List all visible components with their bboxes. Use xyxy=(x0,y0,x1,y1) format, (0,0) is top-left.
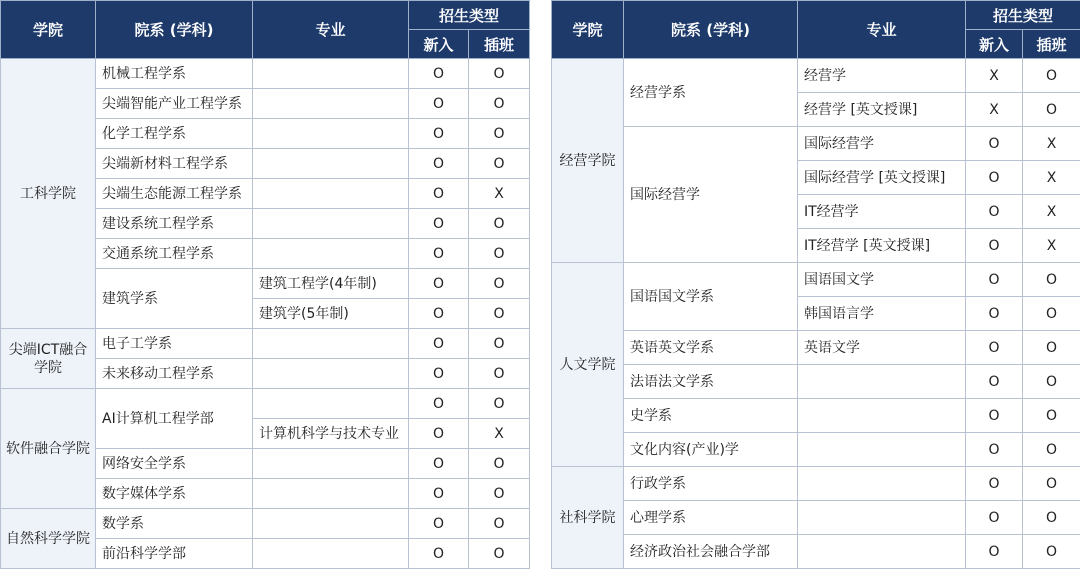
table-row xyxy=(552,535,1080,569)
transfer-cell: O xyxy=(1023,93,1080,127)
dept-cell: 经济政治社会融合学部 xyxy=(624,535,798,569)
dept-cell: 心理学系 xyxy=(624,501,798,535)
major-cell xyxy=(253,149,409,179)
college-cell: 人文学院 xyxy=(552,263,624,467)
dept-cell: 史学系 xyxy=(624,399,798,433)
table-row xyxy=(1,59,530,89)
new-cell: X xyxy=(966,59,1023,93)
major-cell xyxy=(253,239,409,269)
dept-cell: 尖端智能产业工程学系 xyxy=(96,89,253,119)
new-cell: O xyxy=(966,195,1023,229)
new-cell: O xyxy=(409,419,469,449)
major-cell: 经营学 [英文授课] xyxy=(798,93,966,127)
new-cell: O xyxy=(409,89,469,119)
transfer-cell: X xyxy=(469,419,530,449)
transfer-cell: O xyxy=(1023,535,1080,569)
major-cell: 计算机科学与技术专业 xyxy=(253,419,409,449)
transfer-cell: O xyxy=(469,359,530,389)
transfer-cell: O xyxy=(469,149,530,179)
new-cell: O xyxy=(966,399,1023,433)
dept-cell: 机械工程学系 xyxy=(96,59,253,89)
major-cell: 国语国文学 xyxy=(798,263,966,297)
transfer-cell: O xyxy=(469,329,530,359)
major-cell: 经营学 xyxy=(798,59,966,93)
admission-table-left xyxy=(0,0,530,569)
new-cell: X xyxy=(966,93,1023,127)
header-college: 学院 xyxy=(1,1,96,59)
new-cell: O xyxy=(966,297,1023,331)
new-cell: O xyxy=(409,239,469,269)
transfer-cell: O xyxy=(469,59,530,89)
major-cell: IT经营学 [英文授课] xyxy=(798,229,966,263)
new-cell: O xyxy=(409,359,469,389)
dept-cell: 尖端新材料工程学系 xyxy=(96,149,253,179)
dept-cell: 建筑学系 xyxy=(96,269,253,329)
dept-cell: 经营学系 xyxy=(624,59,798,127)
header-transfer: 插班 xyxy=(1023,30,1080,59)
transfer-cell: X xyxy=(1023,161,1080,195)
new-cell: O xyxy=(409,269,469,299)
transfer-cell: X xyxy=(1023,195,1080,229)
dept-cell: 数学系 xyxy=(96,509,253,539)
dept-cell: 数字媒体学系 xyxy=(96,479,253,509)
new-cell: O xyxy=(966,365,1023,399)
major-cell: 国际经营学 [英文授课] xyxy=(798,161,966,195)
dept-cell: 尖端生态能源工程学系 xyxy=(96,179,253,209)
transfer-cell: O xyxy=(469,479,530,509)
transfer-cell: O xyxy=(1023,263,1080,297)
new-cell: O xyxy=(966,263,1023,297)
dept-cell: 网络安全学系 xyxy=(96,449,253,479)
major-cell xyxy=(798,535,966,569)
new-cell: O xyxy=(409,299,469,329)
transfer-cell: O xyxy=(469,239,530,269)
header-new: 新入 xyxy=(409,30,469,59)
transfer-cell: O xyxy=(1023,399,1080,433)
major-cell xyxy=(798,467,966,501)
transfer-cell: O xyxy=(1023,433,1080,467)
new-cell: O xyxy=(966,331,1023,365)
major-cell xyxy=(253,89,409,119)
table-row xyxy=(552,331,1080,365)
table-row xyxy=(552,127,1080,161)
table-row xyxy=(552,501,1080,535)
college-cell: 尖端ICT融合学院 xyxy=(1,329,96,389)
transfer-cell: O xyxy=(469,389,530,419)
major-cell xyxy=(798,399,966,433)
dept-cell: 建设系统工程学系 xyxy=(96,209,253,239)
table-row xyxy=(1,389,530,419)
college-cell: 经营学院 xyxy=(552,59,624,263)
major-cell xyxy=(253,209,409,239)
major-cell xyxy=(253,119,409,149)
major-cell xyxy=(798,433,966,467)
dept-cell: 国际经营学 xyxy=(624,127,798,263)
table-row xyxy=(1,509,530,539)
new-cell: O xyxy=(409,209,469,239)
dept-cell: 交通系统工程学系 xyxy=(96,239,253,269)
transfer-cell: O xyxy=(469,539,530,569)
transfer-cell: X xyxy=(1023,229,1080,263)
major-cell xyxy=(253,539,409,569)
new-cell: O xyxy=(409,59,469,89)
header-admission-type: 招生类型 xyxy=(409,1,530,30)
dept-cell: 化学工程学系 xyxy=(96,119,253,149)
major-cell: 英语文学 xyxy=(798,331,966,365)
dept-cell: 前沿科学学部 xyxy=(96,539,253,569)
header-dept: 院系 (学科) xyxy=(624,1,798,59)
new-cell: O xyxy=(409,539,469,569)
transfer-cell: O xyxy=(1023,331,1080,365)
dept-cell: 英语英文学系 xyxy=(624,331,798,365)
transfer-cell: O xyxy=(469,299,530,329)
table-row xyxy=(552,365,1080,399)
major-cell: 建筑工程学(4年制) xyxy=(253,269,409,299)
major-cell xyxy=(798,365,966,399)
new-cell: O xyxy=(409,119,469,149)
major-cell: IT经营学 xyxy=(798,195,966,229)
table-row xyxy=(1,329,530,359)
major-cell xyxy=(253,509,409,539)
dept-cell: 法语法文学系 xyxy=(624,365,798,399)
dept-cell: 电子工学系 xyxy=(96,329,253,359)
new-cell: O xyxy=(409,479,469,509)
major-cell xyxy=(253,329,409,359)
major-cell xyxy=(253,479,409,509)
new-cell: O xyxy=(966,433,1023,467)
major-cell xyxy=(253,59,409,89)
transfer-cell: O xyxy=(469,209,530,239)
new-cell: O xyxy=(966,229,1023,263)
new-cell: O xyxy=(966,127,1023,161)
transfer-cell: O xyxy=(1023,501,1080,535)
college-cell: 自然科学学院 xyxy=(1,509,96,569)
table-row xyxy=(552,433,1080,467)
transfer-cell: O xyxy=(469,269,530,299)
college-cell: 工科学院 xyxy=(1,59,96,329)
header-major: 专业 xyxy=(798,1,966,59)
major-cell xyxy=(253,449,409,479)
new-cell: O xyxy=(409,149,469,179)
header-new: 新入 xyxy=(966,30,1023,59)
header-dept: 院系 (学科) xyxy=(96,1,253,59)
transfer-cell: O xyxy=(469,119,530,149)
new-cell: O xyxy=(966,535,1023,569)
table-row xyxy=(552,263,1080,297)
new-cell: O xyxy=(409,509,469,539)
transfer-cell: X xyxy=(1023,127,1080,161)
table-row xyxy=(552,467,1080,501)
transfer-cell: O xyxy=(469,449,530,479)
new-cell: O xyxy=(409,449,469,479)
major-cell xyxy=(798,501,966,535)
dept-cell: 文化内容(产业)学 xyxy=(624,433,798,467)
new-cell: O xyxy=(966,161,1023,195)
dept-cell: 行政学系 xyxy=(624,467,798,501)
major-cell: 国际经营学 xyxy=(798,127,966,161)
college-cell: 社科学院 xyxy=(552,467,624,569)
dept-cell: AI计算机工程学部 xyxy=(96,389,253,449)
new-cell: O xyxy=(966,501,1023,535)
major-cell: 韩国语言学 xyxy=(798,297,966,331)
new-cell: O xyxy=(409,179,469,209)
new-cell: O xyxy=(966,467,1023,501)
new-cell: O xyxy=(409,389,469,419)
transfer-cell: O xyxy=(1023,467,1080,501)
transfer-cell: O xyxy=(1023,297,1080,331)
table-row xyxy=(552,59,1080,93)
transfer-cell: O xyxy=(469,89,530,119)
major-cell xyxy=(253,359,409,389)
transfer-cell: O xyxy=(469,509,530,539)
transfer-cell: O xyxy=(1023,365,1080,399)
header-transfer: 插班 xyxy=(469,30,530,59)
table-row xyxy=(552,399,1080,433)
transfer-cell: O xyxy=(1023,59,1080,93)
transfer-cell: X xyxy=(469,179,530,209)
major-cell xyxy=(253,179,409,209)
new-cell: O xyxy=(409,329,469,359)
header-major: 专业 xyxy=(253,1,409,59)
header-admission-type: 招生类型 xyxy=(966,1,1080,30)
dept-cell: 未来移动工程学系 xyxy=(96,359,253,389)
major-cell: 建筑学(5年制) xyxy=(253,299,409,329)
header-college: 学院 xyxy=(552,1,624,59)
dept-cell: 国语国文学系 xyxy=(624,263,798,331)
major-cell xyxy=(253,389,409,419)
admission-table-right xyxy=(551,0,1080,569)
college-cell: 软件融合学院 xyxy=(1,389,96,509)
